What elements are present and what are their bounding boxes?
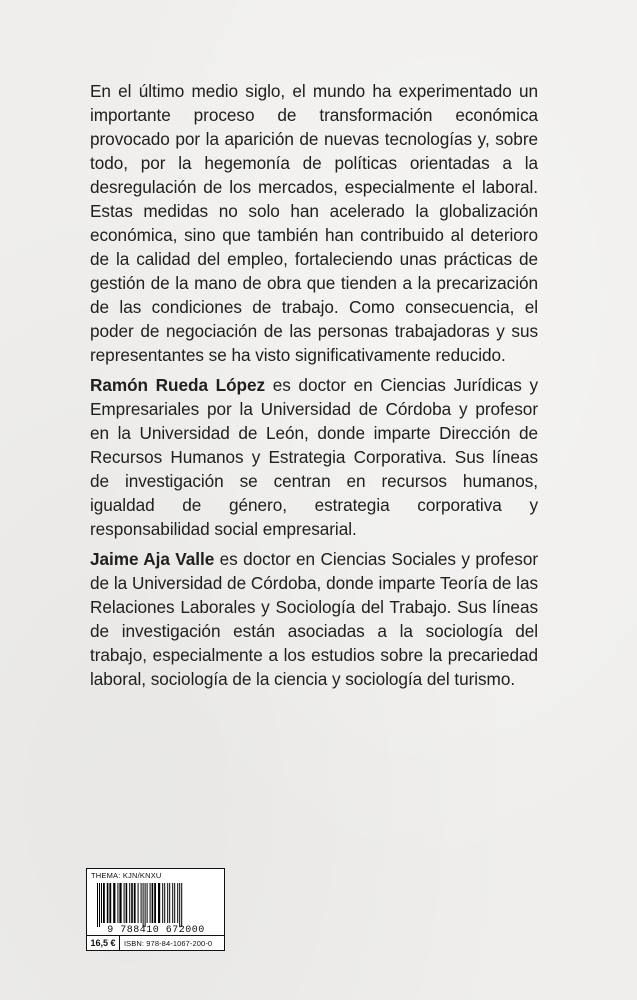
author-bio-1 — [90, 373, 538, 541]
price-isbn-row — [87, 935, 224, 950]
barcode-bar — [101, 883, 102, 923]
author-bio-2 — [90, 547, 538, 691]
barcode-bar — [134, 883, 136, 923]
author-bio-text-2: es doctor en Ciencias Sociales y profesor de la Universidad de Córdoba, donde imparte Teoría de las Relaciones Laborales y Sociología del Trabajo. Sus líneas de investigación están asociadas a la sociología del trabajo, especialmente a los estudios sobre la precariedad laboral, sociología de la ciencia y sociología del turismo. — [90, 549, 539, 689]
barcode-bar — [97, 883, 98, 927]
barcode-bar — [167, 883, 168, 923]
author-name-1: Ramón Rueda López — [90, 375, 266, 395]
barcode-bar — [164, 883, 165, 923]
barcode-bar — [150, 883, 151, 923]
barcode-bar — [117, 883, 118, 923]
barcode-bar — [158, 883, 160, 923]
ean-number: 9 788410 672000 — [107, 925, 205, 936]
barcode-bar — [154, 883, 156, 923]
barcode-bar — [177, 883, 178, 923]
barcode-bar — [141, 883, 142, 923]
barcode-bar — [126, 883, 128, 923]
barcode-bar — [147, 883, 148, 923]
barcode-bar — [145, 883, 146, 927]
barcode-bar — [172, 883, 173, 923]
barcode-bar — [162, 883, 163, 923]
barcode-bar — [174, 883, 175, 923]
barcode-bar — [103, 883, 105, 923]
author-name-2: Jaime Aja Valle — [90, 549, 215, 569]
barcode-bar — [169, 883, 170, 923]
barcode-image — [95, 883, 219, 927]
barcode-bar — [107, 883, 109, 923]
author-bio-text-1: es doctor en Ciencias Jurídicas y Empresariales por la Universidad de Córdoba y profesor en la Universidad de León, donde imparte Dirección de Recursos Humanos y Estrategia Corporativa. Sus líneas de investigación se centran en recursos humanos, igualdad de género, estrategia corporativa y responsabilidad social empresarial. — [90, 375, 538, 539]
barcode-bar — [152, 883, 154, 923]
barcode-bar — [131, 883, 133, 923]
price-label: 16,5 € — [87, 936, 120, 950]
barcode-bar — [99, 883, 100, 927]
barcode-bar — [181, 883, 182, 927]
barcode-bar — [129, 883, 130, 923]
barcode-bar — [124, 883, 125, 923]
barcode-bar — [119, 883, 121, 923]
thema-code: THEMA: KJN/KNXU — [91, 871, 162, 880]
barcode-box — [86, 868, 225, 951]
barcode-bar — [138, 883, 139, 923]
barcode-bar — [109, 883, 111, 923]
isbn-label: ISBN: 978-84-1067-200-0 — [124, 938, 213, 948]
barcode-bar — [179, 883, 180, 927]
barcode-bar — [143, 883, 144, 927]
summary-paragraph: En el último medio siglo, el mundo ha experimentado un importante proceso de transformación económica provocado por la aparición de nuevas tecnologías y, sobre todo, por la hegemonía de políticas orientadas a la desregulación de los mercados, especialmente el laboral. Estas medidas no solo han acelerado la globalización económica, sino que también han contribuido al deterioro de la calidad del empleo, fortaleciendo unas prácticas de gestión de la mano de obra que tienden a la precarización de las condiciones de trabajo. Como consecuencia, el poder de negociación de las personas trabajadoras y sus representantes se ha visto significativamente reducido. — [90, 81, 538, 365]
back-cover-text — [90, 79, 538, 697]
barcode-bar — [113, 883, 115, 923]
